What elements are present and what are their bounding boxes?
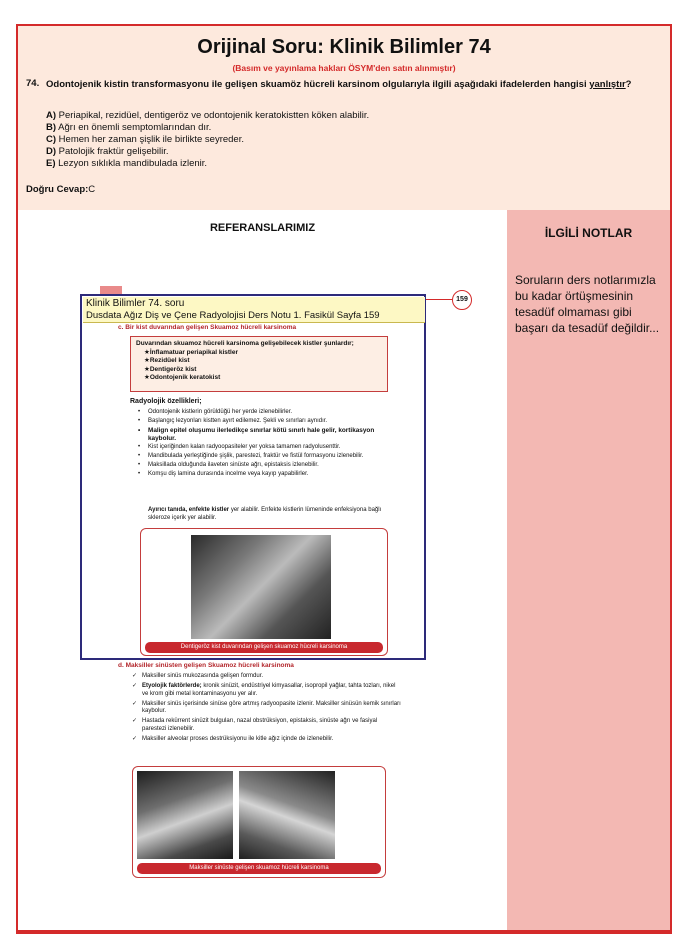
correct-answer-label: Doğru Cevap:: [26, 184, 89, 195]
panoramic-xray-image: [239, 771, 335, 859]
option-letter: C): [46, 134, 57, 145]
notes-title: İLGİLİ NOTLAR: [544, 226, 633, 240]
option-text: Periapikal, rezidüel, dentigeröz ve odontojenik keratokistten köken alabilir.: [58, 110, 370, 121]
question-stem: [46, 78, 646, 91]
option-letter: A): [46, 110, 57, 121]
option-text: Patolojik fraktür gelişebilir.: [58, 146, 169, 157]
radiology-list: [138, 409, 396, 480]
sinus-item-text: kronik sinüzit, endüstriyel kimyasallar, isopropil yağlar, tahta tozları, nikel ve krom gibi metal kontaminasyonu yer alır.: [142, 683, 396, 697]
cyst-type-item: ★ Rezidüel kist: [144, 357, 382, 366]
sinus-item-bold: Etyolojik faktörlerde;: [142, 683, 202, 690]
question-header: [18, 26, 670, 210]
option-letter: B): [46, 122, 57, 133]
radiology-item: • Kist içeriğinden kalan radyoopasiteler yer yoksa tamamen radyolusenttir.: [138, 444, 396, 452]
cyst-box-heading: Duvarından skuamoz hücreli karsinoma gelişebilecek kistler şunlardır;: [136, 340, 354, 347]
answer-options: [46, 110, 369, 170]
differential-note: [148, 507, 398, 522]
sinus-item: [132, 673, 402, 681]
option-d: [46, 146, 369, 158]
cyst-type-item: ★ Odontojenik keratokist: [144, 374, 382, 383]
copyright-subtitle: (Basım ve yayınlama hakları ÖSYM'den satın alınmıştır): [232, 63, 456, 73]
differential-bold: Ayırıcı tanıda, enfekte kistler: [148, 507, 230, 513]
references-title: REFERANSLARIMIZ: [209, 222, 316, 234]
radiology-item: • Maksillada olduğunda ilaveten sinüste ağrı, epistaksis izlenebilir.: [138, 462, 396, 470]
sinus-item: [132, 683, 402, 698]
notes-panel: [507, 210, 670, 930]
sinus-list: [132, 673, 402, 746]
sinus-item-text: Maksiller sinüs içerisinde sinüse göre artmış radyoopasite izlenir. Maksiller sinüsün kemik sınırları kaybolur.: [142, 700, 401, 715]
figure-maxillary-sinus: [132, 766, 386, 878]
bottom-border: [16, 930, 672, 934]
reference-highlight-box: [80, 294, 426, 660]
correct-answer-value: C: [88, 184, 96, 195]
section-d-heading: d. Maksiller sinüsten gelişen Skuamoz hücreli karsinoma: [118, 662, 294, 669]
sinus-item: [132, 736, 402, 744]
option-text: Hemen her zaman şişlik ile birlikte seyreder.: [58, 134, 244, 145]
question-stem-emphasis: yanlıştır: [589, 79, 626, 90]
radiology-item: • Malign epitel oluşumu ilerledikçe sınırlar kötü sınırlı hale gelir, kortikasyon kaybolur.: [138, 427, 396, 442]
reference-label-title: Klinik Bilimler 74. soru: [86, 298, 185, 309]
differential-rest: yer alabilir. Enfekte kistlerin lümeninde enfeksiyona bağlı skleroze içerik yer alabilir.: [148, 507, 382, 521]
radiology-item: • Başlangıç lezyonları kistten ayırt edilemez. Şekli ve sınırları aynıdır.: [138, 418, 396, 426]
page-number-badge: 159: [452, 290, 472, 310]
figure-dentigerous-cyst: [140, 528, 388, 656]
reference-label: [83, 297, 425, 323]
option-text: Lezyon sıklıkla mandibulada izlenir.: [58, 158, 208, 169]
cyst-types-box: [130, 336, 388, 392]
sinus-item-text: Maksiller alveolar proses destrüksiyonu ile kitle ağız içinde de izlenebilir.: [142, 736, 334, 743]
option-letter: D): [46, 146, 57, 157]
sinus-item-text: Hastada rekürrent sinüzit bulguları, nazal obstrüksiyon, epistaksis, sinüste ağrı ve fasiyal parestezi izlenebilir.: [142, 718, 378, 733]
cyst-type-item: ★ Dentigeröz kist: [144, 366, 382, 375]
question-stem-end: ?: [625, 79, 632, 90]
option-letter: E): [46, 158, 56, 169]
correct-answer: [26, 184, 95, 195]
reference-label-source: Dusdata Ağız Diş ve Çene Radyolojisi Ders Notu 1. Fasikül Sayfa 159: [86, 310, 380, 321]
sinus-item: [132, 718, 402, 733]
cyst-types-list: [136, 349, 382, 383]
question-number: 74.: [26, 78, 40, 89]
page-number-line: [426, 299, 452, 300]
option-b: [46, 122, 369, 134]
radiology-item: • Mandibulada yerleştiğinde şişlik, parestezi, fraktür ve fistül formasyonu izlenebilir.: [138, 453, 396, 461]
radiology-item: • Komşu diş lamina durasında incelme veya kayıp yapabilirler.: [138, 471, 396, 479]
figure-caption: Dentigeröz kist duvarından gelişen skuamoz hücreli karsinoma: [145, 642, 383, 653]
panoramic-xray-image: [191, 535, 331, 639]
option-text: Ağrı en önemli semptomlarından dır.: [58, 122, 212, 133]
option-a: [46, 110, 369, 122]
book-page-excerpt: [80, 290, 480, 880]
option-c: [46, 134, 369, 146]
sinus-item-text: Maksiller sinüs mukozasında gelişen formdur.: [142, 673, 264, 679]
cyst-type-item: ★ İnflamatuar periapikal kistler: [144, 349, 382, 358]
periapical-xray-image: [137, 771, 233, 859]
option-e: [46, 158, 369, 170]
sinus-item: [132, 701, 402, 716]
notes-text: Soruların ders notlarımızla bu kadar örtüşmesinin tesadüf olmaması gibi başarı da tesadüf değildir...: [515, 273, 660, 335]
section-c-heading: c. Bir kist duvarından gelişen Skuamoz hücreli karsinoma: [118, 324, 297, 331]
page-title: Orijinal Soru: Klinik Bilimler 74: [197, 36, 491, 58]
figure-caption: Maksiller sinüste gelişen skuamoz hücreli karsinoma: [137, 863, 381, 874]
radiology-item: • Odontojenik kistlerin görüldüğü her yerde izlenebilirler.: [138, 409, 396, 417]
radiology-heading: Radyolojik özellikleri;: [130, 398, 202, 405]
question-stem-text: Odontojenik kistin transformasyonu ile gelişen skuamöz hücreli karsinom olgularıyla ilgili aşağıdaki ifadelerden hangisi: [46, 79, 587, 90]
